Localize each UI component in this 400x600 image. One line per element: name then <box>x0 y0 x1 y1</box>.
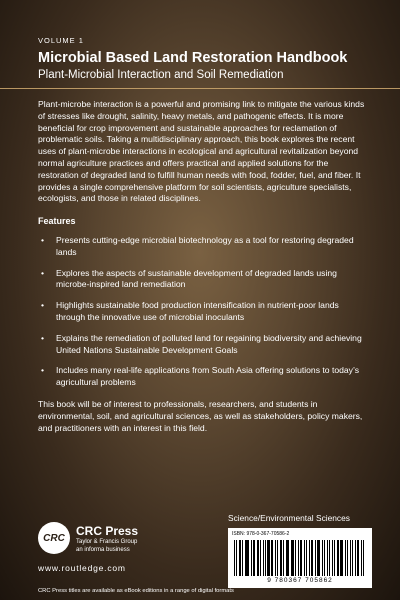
barcode-stripe <box>277 540 278 576</box>
crc-logo-icon: CRC <box>38 522 70 554</box>
barcode-stripe <box>352 540 353 576</box>
intro-paragraph: Plant-microbe interaction is a powerful and promising link to mitigate the various kinds of stresses like drought, salinity, heavy metals, and pathogenic effects. It is more beneficial for crop improvement and sustainable approaches for reclamation of problematic soils. Taking a multidisciplinary approach, this book explores the recent uses of plant-microbe interactions in ecological and agricultural revitalization beyond normal agriculture practices and offers practical and applied solutions for the restoration of degraded land to fulfill human needs with food, fodder, fuel, and fiber. It provides a single comprehensive platform for soil scientists, agriculture specialists, ecologists, and those in related disciplines. <box>38 99 365 204</box>
feature-item <box>38 268 368 292</box>
volume-label: VOLUME 1 <box>38 36 84 45</box>
barcode-stripe <box>317 540 320 576</box>
barcode-stripe <box>287 540 289 576</box>
barcode-stripe <box>267 540 270 576</box>
barcode-stripe <box>355 540 356 576</box>
barcode-stripe <box>300 540 302 576</box>
feature-text: Explores the aspects of sustainable development of degraded lands using microbe-inspired land remediation <box>56 267 337 290</box>
barcode-stripe <box>347 540 349 576</box>
barcode-stripe <box>265 540 266 576</box>
barcode <box>228 528 372 588</box>
barcode-stripe <box>291 540 294 576</box>
barcode-stripe <box>357 540 359 576</box>
barcode-stripe <box>253 540 255 576</box>
barcode-stripe <box>239 540 241 576</box>
publisher-name: CRC Press <box>76 524 139 538</box>
isbn-label: ISBN: 978-0-367-70586-2 <box>232 531 290 537</box>
barcode-stripe <box>350 540 351 576</box>
barcode-stripe <box>275 540 276 576</box>
features-list <box>38 235 368 389</box>
feature-text: Includes many real-life applications from South Asia offering solutions to today’s agricultural problems <box>56 365 360 388</box>
barcode-stripe <box>337 540 339 576</box>
ebook-note: CRC Press titles are available as eBook editions in a range of digital formats <box>38 588 234 594</box>
barcode-stripe <box>245 540 246 576</box>
subject-category: Science/Environmental Sciences <box>228 513 350 523</box>
barcode-stripe <box>311 540 313 576</box>
barcode-bars <box>234 540 366 576</box>
barcode-stripe <box>309 540 311 576</box>
barcode-stripe <box>340 540 343 576</box>
feature-text: Highlights sustainable food production intensification in nutrient-poor lands through the innovative use of microbial inoculants <box>56 300 339 322</box>
barcode-stripe <box>257 540 259 576</box>
barcode-stripe <box>246 540 249 576</box>
book-title: Microbial Based Land Restoration Handbook <box>38 50 348 66</box>
header <box>38 36 380 83</box>
barcode-stripe <box>345 540 346 576</box>
book-subtitle: Plant-Microbial Interaction and Soil Remediation <box>38 69 284 81</box>
barcode-stripe <box>315 540 316 576</box>
bullet-icon: • <box>41 365 45 376</box>
barcode-digits: 9 780367 705862 <box>267 577 333 584</box>
publisher-url[interactable]: www.routledge.com <box>38 563 126 573</box>
bullet-icon: • <box>41 234 45 245</box>
barcode-stripe <box>334 540 335 576</box>
barcode-stripe <box>234 540 235 576</box>
publisher-group: Taylor & Francis Group <box>76 539 138 545</box>
barcode-stripe <box>263 540 264 576</box>
barcode-stripe <box>363 540 364 576</box>
feature-item <box>38 365 368 389</box>
publisher-logo <box>38 522 188 558</box>
barcode-stripe <box>332 540 333 576</box>
barcode-stripe <box>306 540 307 576</box>
barcode-stripe <box>286 540 287 576</box>
barcode-stripe <box>322 540 323 576</box>
barcode-stripe <box>271 540 273 576</box>
barcode-stripe <box>242 540 243 576</box>
publisher-business: an informa business <box>76 547 130 553</box>
closing-paragraph: This book will be of interest to professionals, researchers, and students in environmental, soil, and agricultural sciences, as well as stakeholders, policy makers, and practitioners with an interest in this field. <box>38 398 363 433</box>
barcode-stripe <box>324 540 325 576</box>
barcode-stripe <box>251 540 252 576</box>
barcode-stripe <box>280 540 282 576</box>
bullet-icon: • <box>41 300 45 311</box>
barcode-stripe <box>260 540 261 576</box>
barcode-stripe <box>327 540 329 576</box>
barcode-stripe <box>304 540 305 576</box>
feature-item <box>38 300 368 324</box>
features-heading: Features <box>38 216 76 227</box>
feature-item <box>38 235 368 259</box>
barcode-stripe <box>295 540 296 576</box>
feature-item <box>38 333 368 357</box>
bullet-icon: • <box>41 332 45 343</box>
barcode-stripe <box>298 540 299 576</box>
feature-text: Explains the remediation of polluted land for regaining biodiversity and achieving United Nations Sustainable Development Goals <box>56 332 362 355</box>
barcode-stripe <box>236 540 237 576</box>
barcode-stripe <box>361 540 362 576</box>
description <box>38 99 368 443</box>
barcode-stripe <box>329 540 330 576</box>
header-divider <box>0 88 400 89</box>
feature-text: Presents cutting-edge microbial biotechnology as a tool for restoring degraded lands <box>56 234 354 257</box>
bullet-icon: • <box>41 267 45 278</box>
barcode-stripe <box>283 540 284 576</box>
